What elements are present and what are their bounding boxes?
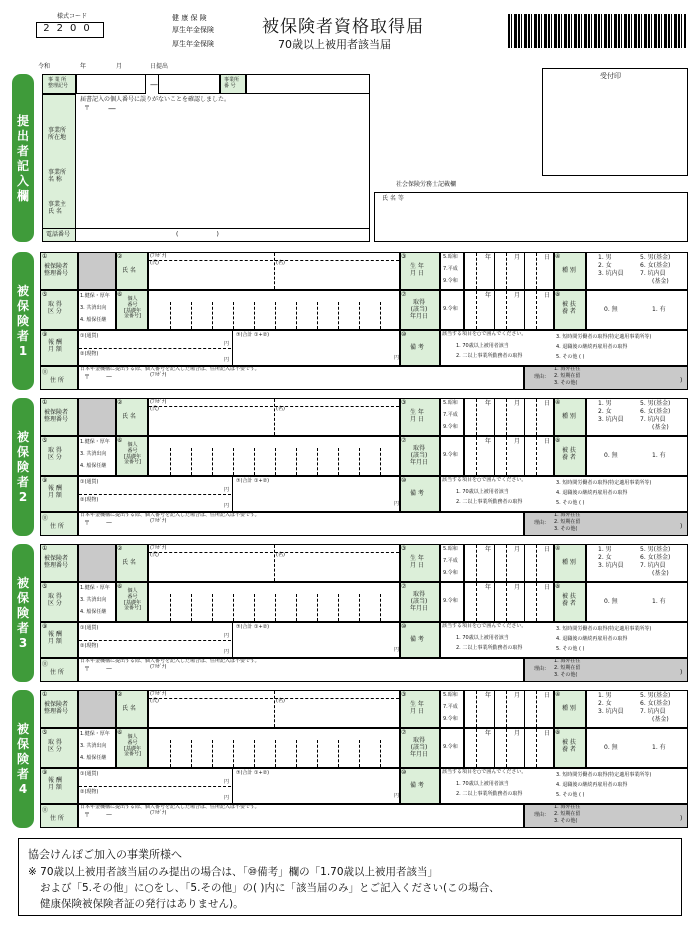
owner-name-label: 事業主 氏 名 xyxy=(48,201,67,215)
date-day: 日提出 xyxy=(150,63,169,70)
gender-label: 種 別 xyxy=(562,559,576,566)
barcode xyxy=(508,14,686,48)
insured-name-label: 氏 名 xyxy=(122,559,136,566)
acq-date-field[interactable] xyxy=(464,436,554,476)
acq-date-label: 取得 (該当) 年月日 xyxy=(410,591,429,612)
insurance-type-3: 厚生年金保険 xyxy=(172,40,214,48)
acq-type-label: 取 得 区 分 xyxy=(48,739,62,753)
postal-mark: 〒 xyxy=(84,105,91,112)
mynumber-label: 個人 番号 [基礎年 金番号] xyxy=(124,588,141,612)
acq-date-field[interactable] xyxy=(464,290,554,330)
submitter-side-label: 提出者記入欄 xyxy=(12,74,34,242)
dependent-label: 被 扶 養 者 xyxy=(562,593,576,607)
mynumber-field[interactable] xyxy=(148,436,400,476)
office-address-label: 事業所 所在地 xyxy=(48,127,67,141)
office-code-field-2[interactable] xyxy=(158,74,220,94)
mynumber-field[interactable] xyxy=(148,728,400,768)
dependent-label: 被 扶 養 者 xyxy=(562,739,576,753)
footer-line-1: ※ 70歳以上被用者該当届のみ提出の場合は、「⑩備考」欄の「1.70歳以上被用者該当」 xyxy=(28,866,439,878)
acq-date-label: 取得 (該当) 年月日 xyxy=(410,737,429,758)
remarks-label: 備 考 xyxy=(410,344,424,351)
insured-number-label: 被保険者 整理番号 xyxy=(44,555,69,569)
birth-date-field[interactable] xyxy=(464,398,554,436)
gender-label: 種 別 xyxy=(562,267,576,274)
footer-line-2: および「5.その他」に○をし、「5.その他」の( )内に「該当届のみ」とご記入ください(この場合、 xyxy=(40,882,500,894)
dependent-field[interactable] xyxy=(586,436,688,476)
phone-field[interactable]: ( ) xyxy=(176,231,219,238)
insured-name-label: 氏 名 xyxy=(122,267,136,274)
salary-label: 報 酬 月 額 xyxy=(48,777,62,791)
receipt-stamp-box xyxy=(542,68,688,176)
form-subtitle: 70歳以上被用者該当届 xyxy=(278,38,391,51)
address-label: 住 所 xyxy=(50,523,64,530)
insured-number-field[interactable] xyxy=(78,544,116,582)
insured-side-label-4: 被保険者4 xyxy=(12,690,34,828)
insured-name-label: 氏 名 xyxy=(122,705,136,712)
dependent-field[interactable] xyxy=(586,728,688,768)
sharoushi-label: 社会保険労務士記載欄 xyxy=(396,181,457,188)
form-code: 2200 xyxy=(43,23,97,34)
date-era: 令和 xyxy=(38,63,51,70)
office-name-label: 事業所 名 称 xyxy=(48,169,67,183)
office-number-label: 事業所 番 号 xyxy=(224,77,240,89)
birth-date-field[interactable] xyxy=(464,690,554,728)
phone-label: 電話番号 xyxy=(46,231,71,238)
mynumber-field[interactable] xyxy=(148,290,400,330)
salary-label: 報 酬 月 額 xyxy=(48,485,62,499)
footer-heading: 協会けんぽご加入の事業所様へ xyxy=(28,848,182,861)
date-year: 年 xyxy=(80,63,87,70)
birth-label: 生 年 月 日 xyxy=(410,409,424,423)
acq-type-label: 取 得 区 分 xyxy=(48,301,62,315)
receipt-stamp-label: 受付印 xyxy=(600,72,621,80)
form-title: 被保険者資格取得届 xyxy=(262,17,424,37)
remarks-label: 備 考 xyxy=(410,490,424,497)
birth-label: 生 年 月 日 xyxy=(410,701,424,715)
acq-date-field[interactable] xyxy=(464,582,554,622)
salary-label: 報 酬 月 額 xyxy=(48,339,62,353)
acq-date-label: 取得 (該当) 年月日 xyxy=(410,299,429,320)
office-code-field[interactable] xyxy=(76,74,146,94)
dependent-label: 被 扶 養 者 xyxy=(562,301,576,315)
form-code-label: 様式コード xyxy=(56,13,87,20)
gender-label: 種 別 xyxy=(562,705,576,712)
mynumber-label: 個人 番号 [基礎年 金番号] xyxy=(124,734,141,758)
insured-side-label-2: 被保険者2 xyxy=(12,398,34,536)
office-number-field[interactable] xyxy=(246,74,370,94)
insured-side-label-3: 被保険者3 xyxy=(12,544,34,682)
dependent-field[interactable] xyxy=(586,290,688,330)
date-month: 月 xyxy=(116,63,123,70)
address-label: 住 所 xyxy=(50,669,64,676)
dependent-label: 被 扶 養 者 xyxy=(562,447,576,461)
footer-line-3: 健康保険被保険者証の発行はありません)。 xyxy=(40,898,244,910)
birth-label: 生 年 月 日 xyxy=(410,555,424,569)
confirm-text: 届書記入の個人番号に誤りがないことを確認しました。 xyxy=(80,96,231,103)
birth-date-field[interactable] xyxy=(464,544,554,582)
remarks-label: 備 考 xyxy=(410,636,424,643)
insured-name-label: 氏 名 xyxy=(122,413,136,420)
mynumber-label: 個人 番号 [基礎年 金番号] xyxy=(124,442,141,466)
insurance-type-1: 健 康 保 険 xyxy=(172,14,207,22)
office-code-label: 事 業 所 整理記号 xyxy=(48,77,69,89)
insured-number-field[interactable] xyxy=(78,252,116,290)
insured-number-label: 被保険者 整理番号 xyxy=(44,701,69,715)
salary-label: 報 酬 月 額 xyxy=(48,631,62,645)
mynumber-label: 個人 番号 [基礎年 金番号] xyxy=(124,296,141,320)
sharoushi-name-label: 氏 名 等 xyxy=(382,195,404,202)
insured-side-label-1: 被保険者1 xyxy=(12,252,34,390)
insured-number-label: 被保険者 整理番号 xyxy=(44,409,69,423)
address-label: 住 所 xyxy=(50,377,64,384)
sharoushi-box[interactable] xyxy=(374,192,688,242)
address-label: 住 所 xyxy=(50,815,64,822)
acq-date-field[interactable] xyxy=(464,728,554,768)
dependent-field[interactable] xyxy=(586,582,688,622)
submitter-label-column xyxy=(42,94,76,242)
insured-number-label: 被保険者 整理番号 xyxy=(44,263,69,277)
acq-type-label: 取 得 区 分 xyxy=(48,447,62,461)
acq-type-label: 取 得 区 分 xyxy=(48,593,62,607)
gender-label: 種 別 xyxy=(562,413,576,420)
insured-number-field[interactable] xyxy=(78,690,116,728)
acq-date-label: 取得 (該当) 年月日 xyxy=(410,445,429,466)
remarks-label: 備 考 xyxy=(410,782,424,789)
mynumber-field[interactable] xyxy=(148,582,400,622)
birth-date-field[interactable] xyxy=(464,252,554,290)
insurance-type-2: 厚生年金保険 xyxy=(172,26,214,34)
insured-number-field[interactable] xyxy=(78,398,116,436)
birth-label: 生 年 月 日 xyxy=(410,263,424,277)
